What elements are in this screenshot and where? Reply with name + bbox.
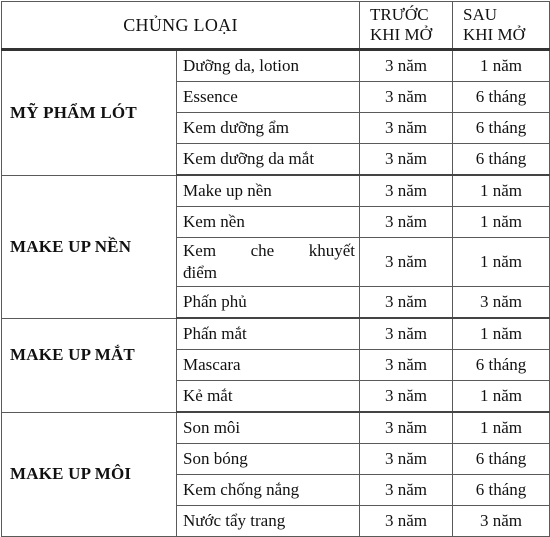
table-row (2, 175, 550, 207)
item-cell: Kẻ mắt (177, 381, 360, 413)
before-cell: 3 năm (360, 82, 453, 113)
category-cell: MAKE UP NỀN (2, 175, 177, 318)
item-line2: điểm (183, 263, 217, 282)
after-cell: 6 tháng (453, 350, 550, 381)
item-cell (177, 238, 360, 287)
before-cell: 3 năm (360, 318, 453, 350)
header-row (2, 2, 550, 50)
after-cell: 3 năm (453, 506, 550, 537)
item-cell: Essence (177, 82, 360, 113)
before-cell: 3 năm (360, 381, 453, 413)
item-cell: Son bóng (177, 444, 360, 475)
after-cell: 6 tháng (453, 475, 550, 506)
after-cell: 1 năm (453, 207, 550, 238)
after-cell: 6 tháng (453, 82, 550, 113)
before-cell: 3 năm (360, 238, 453, 287)
item-cell: Kem dưỡng ẩm (177, 113, 360, 144)
before-cell: 3 năm (360, 287, 453, 319)
category-cell: MỸ PHẨM LÓT (2, 50, 177, 176)
before-cell: 3 năm (360, 113, 453, 144)
after-cell: 3 năm (453, 287, 550, 319)
before-cell: 3 năm (360, 444, 453, 475)
header-before-line1: TRƯỚC (370, 5, 429, 24)
item-cell: Kem chống nắng (177, 475, 360, 506)
before-cell: 3 năm (360, 475, 453, 506)
after-cell: 6 tháng (453, 144, 550, 176)
item-cell: Make up nền (177, 175, 360, 207)
item-cell: Son môi (177, 412, 360, 444)
before-cell: 3 năm (360, 207, 453, 238)
after-cell: 1 năm (453, 50, 550, 82)
after-cell: 1 năm (453, 381, 550, 413)
before-cell: 3 năm (360, 50, 453, 82)
item-cell: Phấn mắt (177, 318, 360, 350)
item-cell: Kem nền (177, 207, 360, 238)
table-row (2, 318, 550, 350)
cosmetics-shelf-life-table (1, 1, 550, 537)
after-cell: 1 năm (453, 175, 550, 207)
after-cell: 1 năm (453, 238, 550, 287)
before-cell: 3 năm (360, 144, 453, 176)
header-after-line1: SAU (463, 5, 498, 24)
item-cell: Nước tẩy trang (177, 506, 360, 537)
after-cell: 1 năm (453, 412, 550, 444)
category-cell: MAKE UP MÔI (2, 412, 177, 537)
table-header (2, 2, 550, 50)
item-cell: Phấn phủ (177, 287, 360, 319)
before-cell: 3 năm (360, 350, 453, 381)
before-cell: 3 năm (360, 412, 453, 444)
table-row (2, 412, 550, 444)
before-cell: 3 năm (360, 175, 453, 207)
item-cell: Mascara (177, 350, 360, 381)
item-cell: Kem dưỡng da mắt (177, 144, 360, 176)
item-line1: Kem che khuyết (183, 241, 355, 260)
item-cell: Dưỡng da, lotion (177, 50, 360, 82)
before-cell: 3 năm (360, 506, 453, 537)
after-cell: 6 tháng (453, 444, 550, 475)
after-cell: 6 tháng (453, 113, 550, 144)
header-before-line2: KHI MỞ (370, 25, 432, 44)
table-row (2, 50, 550, 82)
category-cell: MAKE UP MẮT (2, 318, 177, 412)
table-body (2, 50, 550, 537)
header-type: CHỦNG LOẠI (2, 2, 360, 50)
header-after-line2: KHI MỞ (463, 25, 525, 44)
header-after-opening (453, 2, 550, 50)
after-cell: 1 năm (453, 318, 550, 350)
header-before-opening (360, 2, 453, 50)
